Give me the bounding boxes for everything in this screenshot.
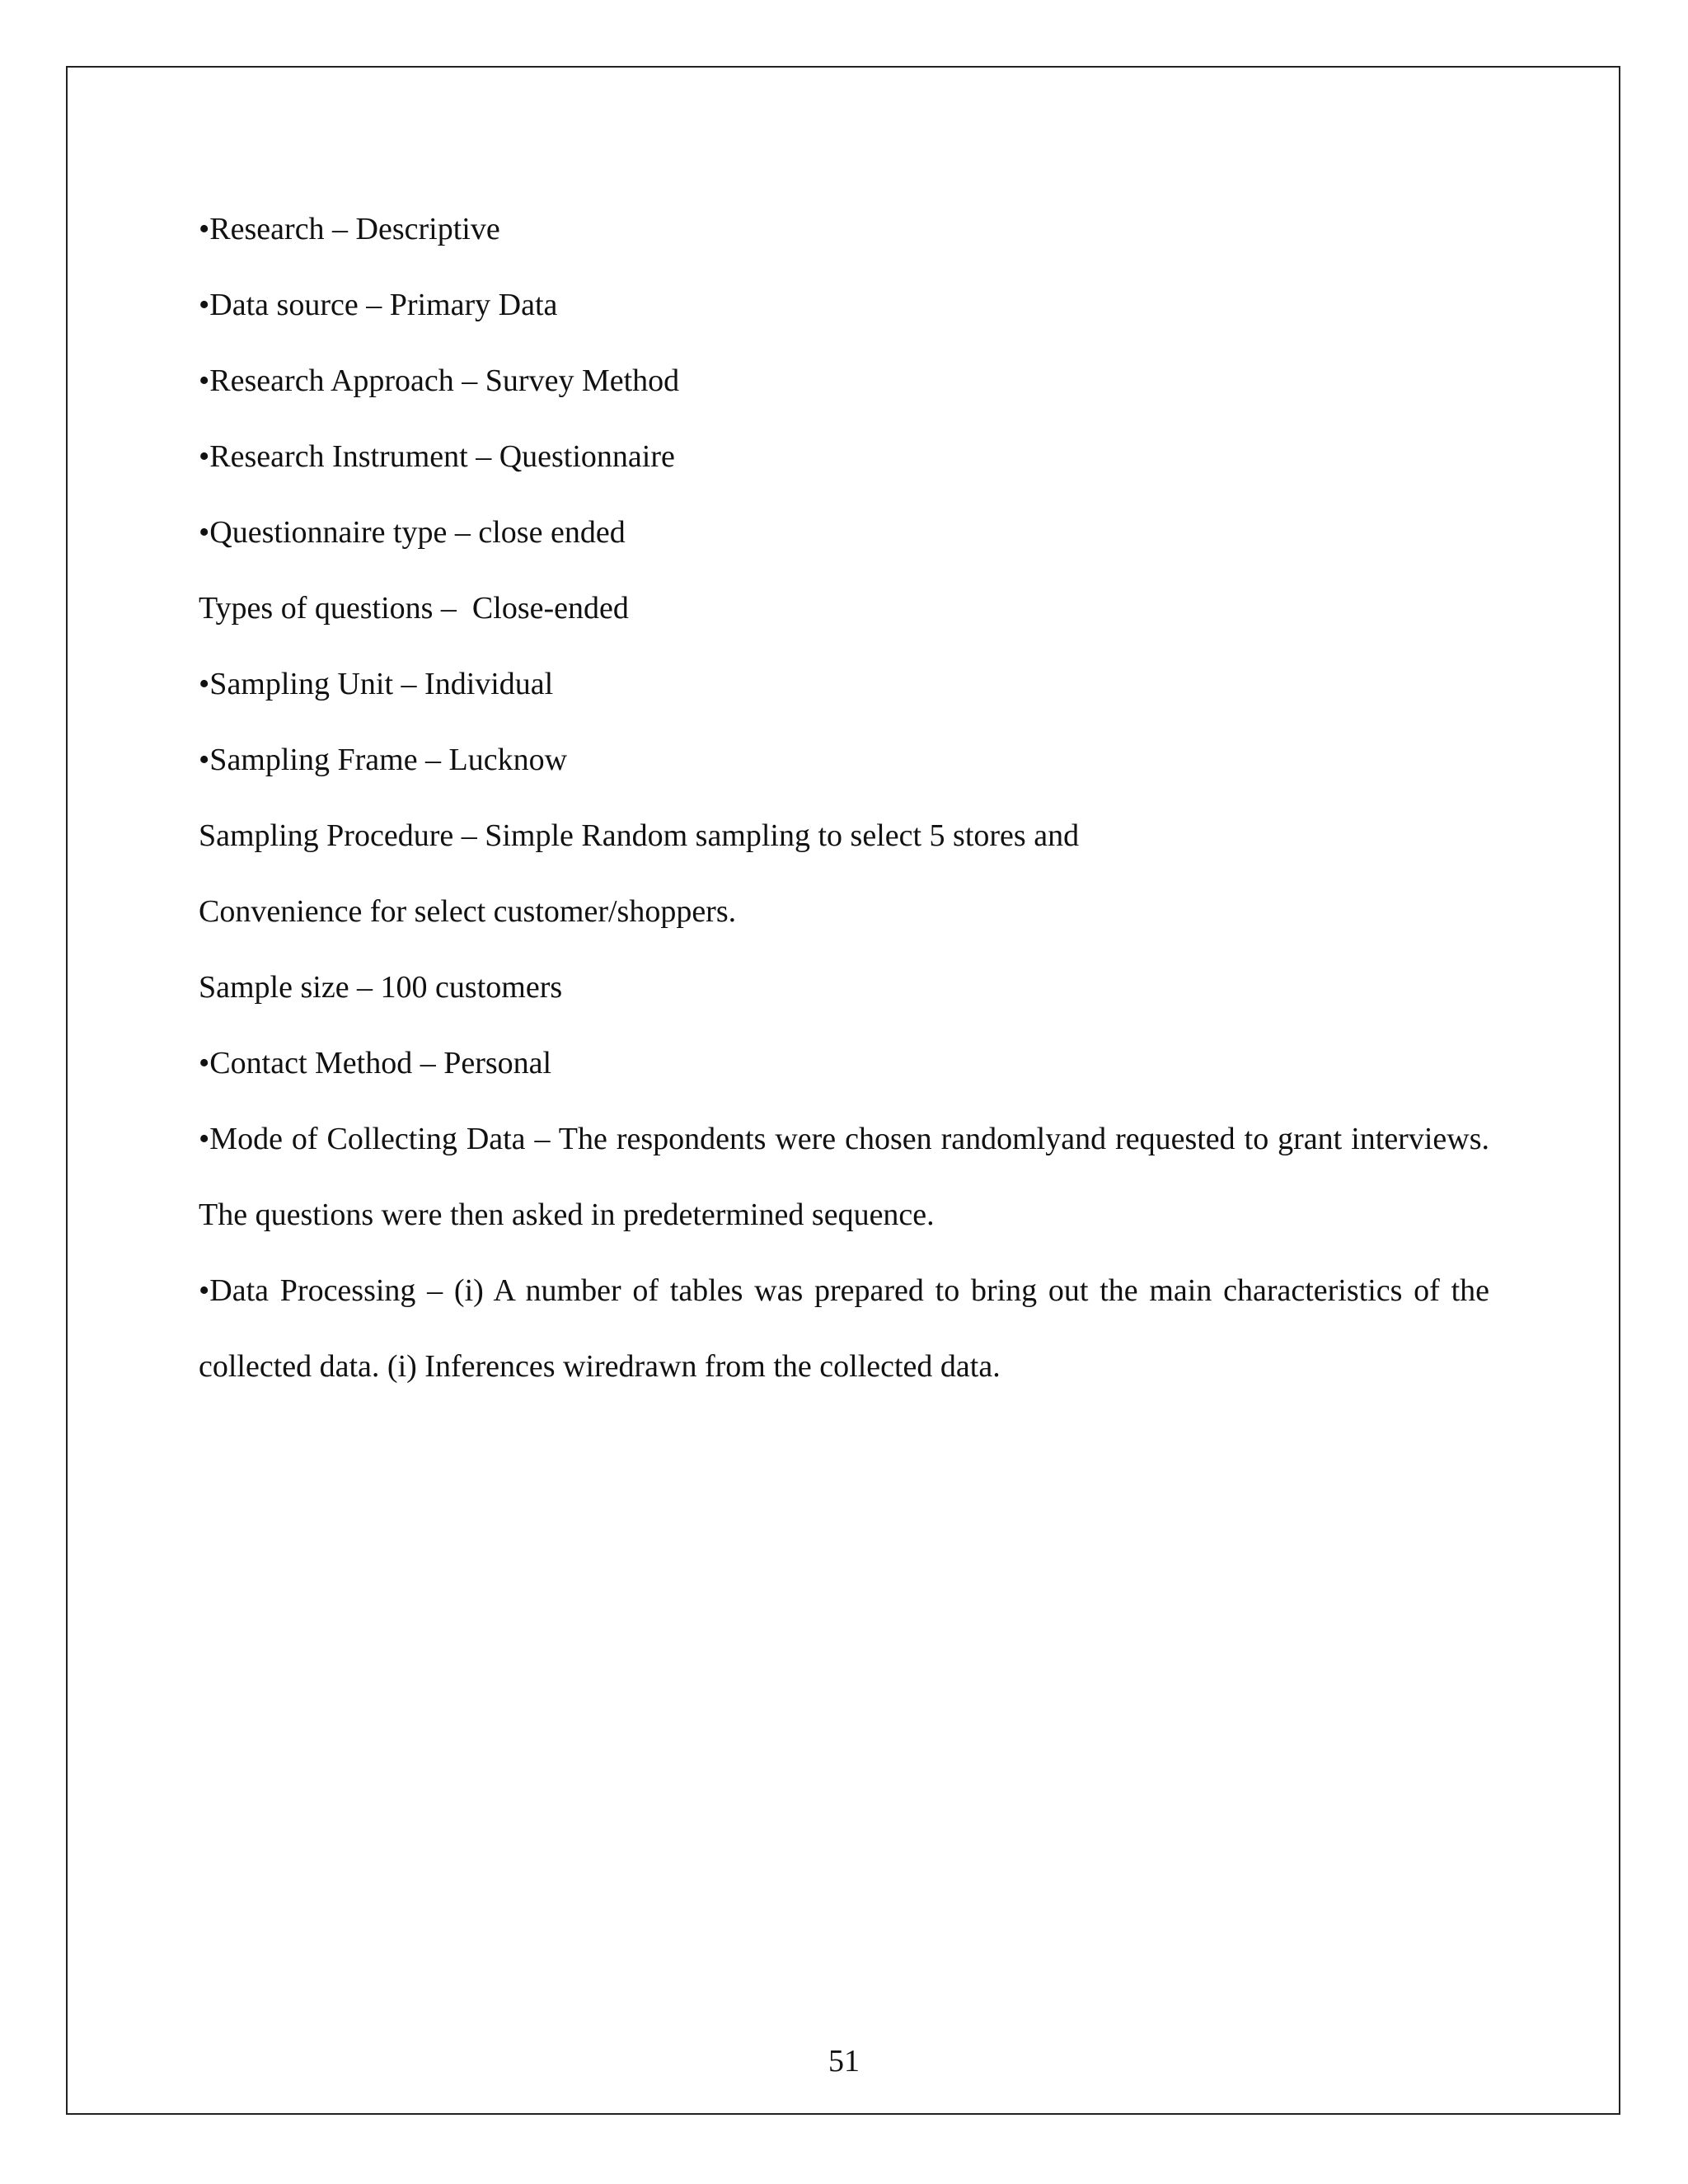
research-type-line: •Research – Descriptive <box>199 212 500 246</box>
sampling-procedure-line: Sampling Procedure – Simple Random sampling to select 5 stores and <box>199 818 1080 853</box>
sample-size-line: Sample size – 100 customers <box>199 970 563 1005</box>
page-number: 51 <box>828 2044 860 2079</box>
data-processing-paragraph: •Data Processing – (i) A number of tables was prepared to bring out the main characteristics of the collected data. (i) Inferences wiredrawn from the collected data. <box>199 1273 1489 1384</box>
sampling-procedure-continued-line: Convenience for select customer/shoppers. <box>199 894 737 929</box>
data-collection-paragraph: •Mode of Collecting Data – The respondents were chosen randomlyand requested to grant interviews. The questions were then asked in predetermined sequence. <box>199 1122 1489 1232</box>
sampling-frame-line: •Sampling Frame – Lucknow <box>199 743 568 777</box>
questionnaire-type-line: •Questionnaire type – close ended <box>199 515 626 550</box>
research-instrument-line: •Research Instrument – Questionnaire <box>199 439 675 474</box>
research-approach-line: •Research Approach – Survey Method <box>199 363 680 398</box>
sampling-unit-line: •Sampling Unit – Individual <box>199 667 554 701</box>
contact-method-line: •Contact Method – Personal <box>199 1046 552 1080</box>
question-types-line: Types of questions – Close-ended <box>199 591 629 626</box>
data-source-line: •Data source – Primary Data <box>199 288 558 322</box>
document-body <box>199 191 1489 1404</box>
